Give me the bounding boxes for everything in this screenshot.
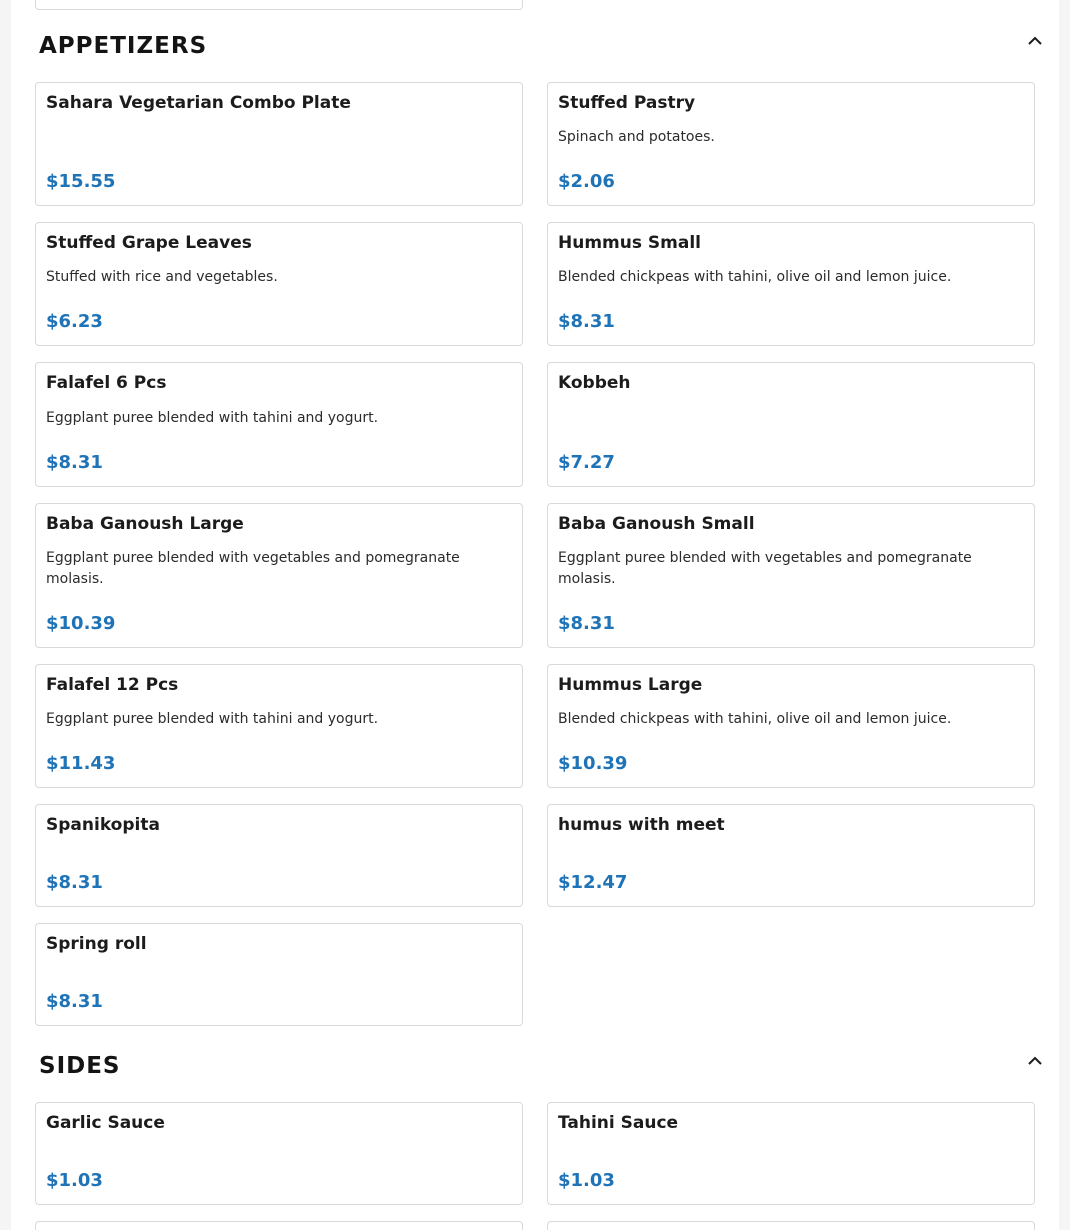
menu-item-card[interactable] [547,503,1035,648]
menu-item-card[interactable] [547,664,1035,788]
chevron-up-icon[interactable] [1025,30,1045,50]
item-price: $15.55 [46,171,116,192]
item-price: $8.31 [46,991,103,1012]
section-title-appetizers: APPETIZERS [39,33,208,59]
menu-item-card[interactable] [35,923,523,1026]
item-name: Stuffed Pastry [558,93,696,113]
item-name: Hummus Small [558,233,701,253]
menu-item-card[interactable] [35,362,523,487]
item-description: Spinach and potatoes. [558,129,715,145]
item-name: Tahini Sauce [558,1113,679,1133]
item-name: humus with meet [558,815,725,835]
item-name: Baba Ganoush Small [558,514,755,534]
item-description: Blended chickpeas with tahini, olive oil and lemon juice. [558,711,952,727]
menu-item-card[interactable] [35,1102,523,1205]
item-name: Kobbeh [558,373,631,393]
menu-item-card[interactable] [35,222,523,346]
item-name: Sahara Vegetarian Combo Plate [46,93,351,113]
item-description: Stuffed with rice and vegetables. [46,269,278,285]
menu-item-card[interactable] [35,82,523,206]
item-price: $11.43 [46,753,116,774]
item-price: $1.03 [46,1170,103,1191]
menu-item-card[interactable] [547,82,1035,206]
menu-item-card[interactable] [35,503,523,648]
menu-item-card[interactable] [547,804,1035,907]
menu-item-card-partial[interactable] [35,0,523,10]
item-price: $8.31 [46,452,103,473]
item-price: $6.23 [46,311,103,332]
item-price: $10.39 [558,753,628,774]
menu-item-card[interactable] [547,222,1035,346]
menu-item-card-partial[interactable] [547,1221,1035,1230]
item-price: $2.06 [558,171,615,192]
item-name: Stuffed Grape Leaves [46,233,252,253]
item-name: Spanikopita [46,815,160,835]
item-description: Eggplant puree blended with vegetables and pomegranate molasis. [558,550,972,587]
item-name: Garlic Sauce [46,1113,165,1133]
item-price: $8.31 [558,311,615,332]
menu-item-card[interactable] [35,804,523,907]
item-price: $12.47 [558,872,628,893]
item-description: Eggplant puree blended with vegetables and pomegranate molasis. [46,550,460,587]
item-description: Eggplant puree blended with tahini and yogurt. [46,410,379,426]
menu-item-card-partial[interactable] [35,1221,523,1230]
item-price: $1.03 [558,1170,615,1191]
item-price: $8.31 [46,872,103,893]
menu-item-card[interactable] [547,1102,1035,1205]
item-price: $8.31 [558,613,615,634]
item-description: Blended chickpeas with tahini, olive oil and lemon juice. [558,269,952,285]
item-name: Spring roll [46,934,147,954]
item-price: $7.27 [558,452,615,473]
item-name: Falafel 6 Pcs [46,373,167,393]
item-description: Eggplant puree blended with tahini and yogurt. [46,711,379,727]
item-name: Hummus Large [558,675,703,695]
item-name: Falafel 12 Pcs [46,675,179,695]
menu-item-card[interactable] [547,362,1035,487]
item-price: $10.39 [46,613,116,634]
item-name: Baba Ganoush Large [46,514,244,534]
menu-item-card[interactable] [35,664,523,788]
section-title-sides: SIDES [39,1053,121,1079]
chevron-up-icon[interactable] [1025,1050,1045,1070]
